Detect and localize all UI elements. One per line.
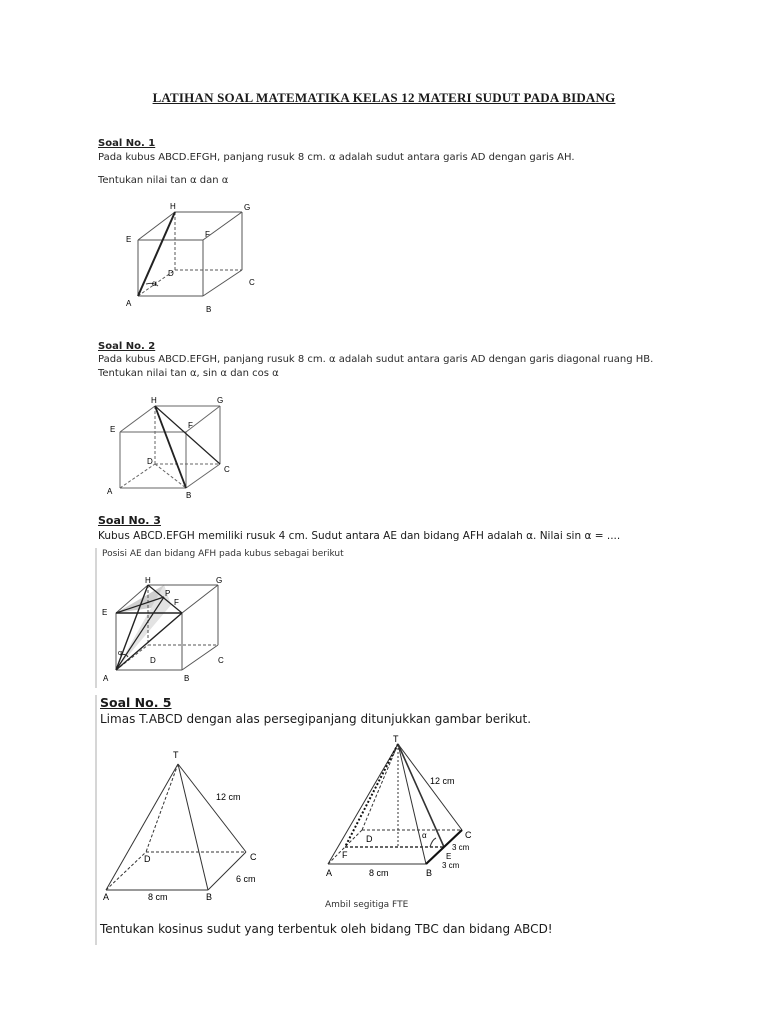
soal-5-right-label-half1: 3 cm [452,843,470,852]
soal-3-label-g: G [216,576,223,585]
soal-5-right-label-edge: 12 cm [430,776,455,786]
soal-1-label-d: D [168,269,174,278]
soal-2-cube-figure [100,392,250,502]
soal-5-question: Tentukan kosinus sudut yang terbentuk oleh bidang TBC dan bidang ABCD! [100,922,553,936]
soal-1-label-e: E [126,235,132,244]
soal-2-heading: Soal No. 2 [98,341,156,352]
soal-1-instruction: Tentukan nilai tan α dan α [98,175,229,186]
soal-5-right-label-half2: 3 cm [442,861,460,870]
soal-2-label-a: A [107,487,113,496]
soal-3-label-f: F [174,598,179,607]
soal-5-left-label-side: 6 cm [236,874,256,884]
soal-3-label-h: H [145,576,151,585]
soal-5-left-label-t: T [173,750,179,760]
soal-5-pyramid-figure [96,742,276,902]
soal-2-label-e: E [110,425,116,434]
soal-5-right-label-base: 8 cm [369,868,389,878]
soal-3-label-b: B [184,674,190,683]
soal-5-right-label-e: E [446,852,452,861]
soal-1-label-a: A [126,299,132,308]
soal-5-left-label-base: 8 cm [148,892,168,902]
soal-5-right-label-c: C [465,830,472,840]
soal-5-right-label-t: T [393,734,399,744]
soal-2-instruction: Tentukan nilai tan α, sin α dan cos α [98,368,279,379]
soal-5-pyramid-section-figure [322,732,492,882]
soal-5-left-label-d: D [144,854,151,864]
soal-5-heading: Soal No. 5 [100,695,172,710]
soal-5-text: Limas T.ABCD dengan alas persegipanjang ditunjukkan gambar berikut. [100,712,532,726]
soal-3-cube-figure [96,575,246,687]
soal-3-heading: Soal No. 3 [98,514,161,527]
soal-1-heading: Soal No. 1 [98,138,156,149]
soal-1-label-alpha: α [152,279,157,288]
soal-1-label-b: B [206,305,212,314]
soal-2-label-f: F [188,421,193,430]
soal-2-label-d: D [147,457,153,466]
soal-5-left-label-a: A [103,892,110,902]
soal-2-label-b: B [186,491,192,500]
soal-5-right-label-alpha: α [422,831,427,840]
soal-3-label-e: E [102,608,108,617]
soal-1-text: Pada kubus ABCD.EFGH, panjang rusuk 8 cm. α adalah sudut antara garis AD dengan garis AH. [98,152,575,163]
soal-5-right-label-f: F [342,850,348,860]
soal-5-caption: Ambil segitiga FTE [325,900,409,910]
soal-3-label-p: P [165,589,171,598]
page-title: LATIHAN SOAL MATEMATIKA KELAS 12 MATERI SUDUT PADA BIDANG [152,90,616,105]
soal-3-text: Kubus ABCD.EFGH memiliki rusuk 4 cm. Sudut antara AE dan bidang AFH adalah α. Nilai sin α = .... [98,530,621,542]
soal-3-label-alpha: α [118,650,123,657]
soal-5-left-label-b: B [206,892,213,902]
soal-3-caption: Posisi AE dan bidang AFH pada kubus sebagai berikut [102,549,344,559]
soal-3-label-c: C [218,656,224,665]
soal-2-text: Pada kubus ABCD.EFGH, panjang rusuk 8 cm. α adalah sudut antara garis AD dengan garis diagonal ruang HB. [98,354,654,365]
soal-3-label-d: D [150,656,156,665]
soal-5-right-label-b: B [426,868,433,878]
soal-1-label-g: G [244,203,251,212]
soal-1-label-c: C [249,278,255,287]
soal-1-label-h: H [170,202,176,211]
soal-5-left-label-edge: 12 cm [216,792,241,802]
soal-5-right-label-a: A [326,868,333,878]
soal-2-label-g: G [217,396,224,405]
soal-5-right-label-d: D [366,834,373,844]
soal-2-label-c: C [224,465,230,474]
soal-3-label-a: A [103,674,109,683]
soal-1-cube-figure [110,196,280,321]
soal-1-label-f: F [205,230,210,239]
soal-2-label-h: H [151,396,157,405]
soal-5-left-label-c: C [250,852,257,862]
